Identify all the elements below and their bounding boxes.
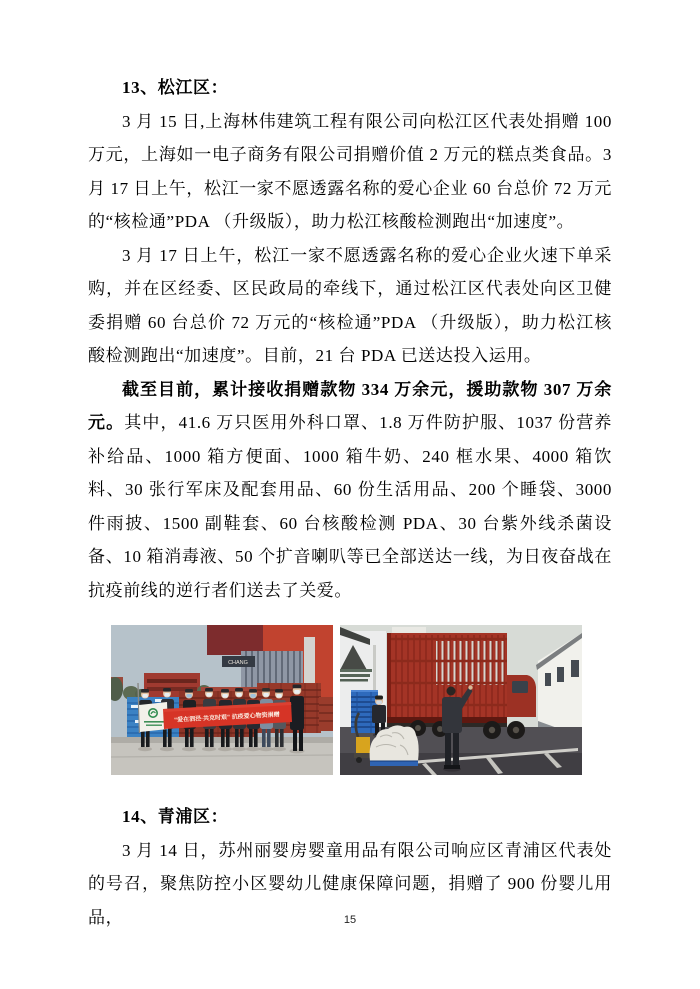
section-14-paragraph-1: 3 月 14 日，苏州丽婴房婴童用品有限公司响应区青浦区代表处的号召，聚焦防控小区婴幼儿健康保障问题，捐赠了 900 份婴儿用品， — [88, 840, 612, 927]
section-13-heading: 13、松江区： — [122, 78, 229, 97]
donation-total-bold-text: 截至目前，累计接收捐赠款物 334 万余元，援助款物 307 万余元。 — [88, 379, 612, 432]
section-13-paragraph-2: 3 月 17 日上午，松江一家不愿透露名称的爱心企业火速下单采购，并在区经委、区民政局的牵线下，通过松江区代表处向区卫健委捐赠 60 台总价 72 万元的“核检通”PDA （升级版），助力松江核酸检测跑出“加速度”。目前，21 台 PDA 已送达投入运用。 — [88, 245, 612, 365]
donation-detail-text: 其中，41.6 万只医用外科口罩、1.8 万件防护服、1037 份营养补给品、1000 箱方便面、1000 箱牛奶、240 框水果、4000 箱饮料、30 张行军床及配套用品、60 份生活用品、200 个睡袋、3000 件雨披、1500 副鞋套、60 台核酸检测 PDA、30 台紫外线杀菌设备、10 箱消毒液、50 个扩音喇叭等已全部送达一线，为日夜奋战在抗疫前线的逆行者们送去了关爱。 — [88, 413, 613, 600]
section-14-heading: 14、青浦区： — [122, 807, 229, 826]
photo-row — [111, 625, 612, 775]
section-13-paragraph-3 — [88, 373, 612, 608]
building-sign-text: CHANG — [228, 660, 248, 666]
photo-group-with-banner — [111, 625, 333, 775]
banner-slogan-text: “爱在泗泾·共克时艰” 抗疫爱心物资捐赠 — [174, 712, 280, 724]
page-number: 15 — [343, 914, 357, 926]
section-13-paragraph-1: 3 月 15 日,上海林伟建筑工程有限公司向松江区代表处捐赠 100 万元，上海如一电子商务有限公司捐赠价值 2 万元的糕点类食品。3 月 17 日上午，松江一家不愿透露名称的爱心企业 60 台总价 72 万元的“核检通”PDA （升级版），助力松江核酸检测跑出“加速度”。 — [88, 111, 612, 231]
photo-truck-unloading — [340, 625, 582, 775]
document-body — [88, 71, 612, 934]
